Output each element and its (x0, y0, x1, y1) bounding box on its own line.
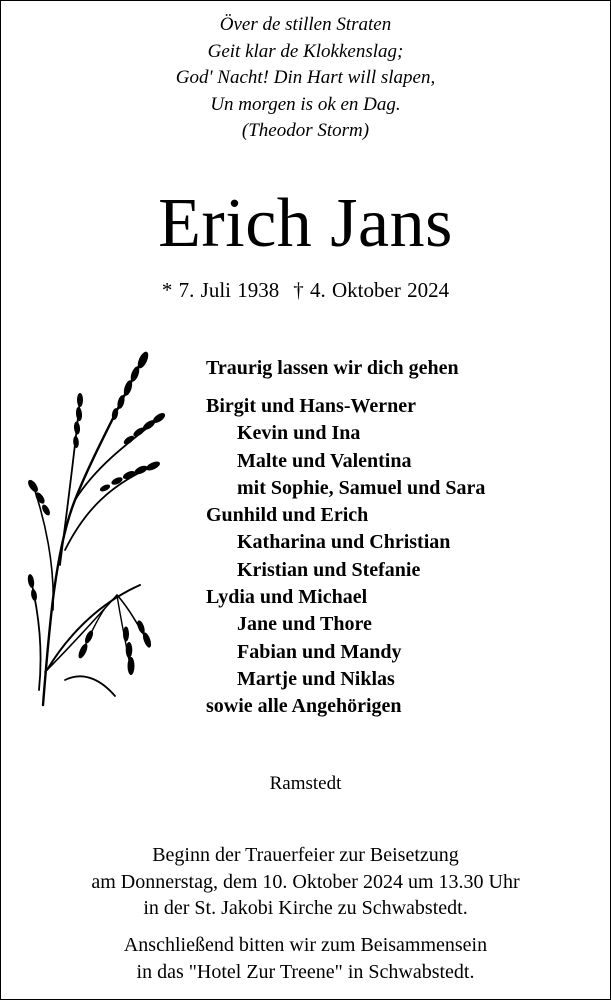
poem-line: God' Nacht! Din Hart will slapen, (175, 67, 436, 88)
life-dates (0, 276, 611, 304)
family-head: Birgit und Hans-Werner (206, 395, 417, 417)
family-member: mit Sophie, Samuel und Sara (237, 476, 486, 499)
mourners-intro: Traurig lassen wir dich gehen (206, 357, 459, 379)
poem (0, 12, 611, 145)
family-member: Kevin und Ina (237, 422, 361, 445)
family-head: Lydia und Michael (206, 586, 368, 609)
family-member: Kristian und Stefanie (237, 558, 421, 581)
gathering-line: Anschließend bitten wir zum Beisammensein (123, 934, 488, 956)
poem-author: (Theodor Storm) (241, 120, 370, 141)
service-line: Beginn der Trauerfeier zur Beisetzung (152, 844, 459, 866)
family-head: Gunhild und Erich (206, 504, 369, 527)
family-member: Fabian und Mandy (237, 640, 402, 663)
service-line: in der St. Jakobi Kirche zu Schwabstedt. (143, 897, 468, 919)
family-member: Katharina und Christian (237, 531, 451, 554)
birth-date: * 7. Juli 1938 (161, 278, 280, 302)
grass-stalk-icon (25, 350, 170, 710)
poem-line: Över de stillen Straten (219, 14, 392, 35)
place-name: Ramstedt (269, 773, 342, 794)
service-info (0, 842, 611, 922)
family-member: Martje und Niklas (237, 667, 395, 690)
deceased-name: Erich Jans (158, 185, 453, 262)
death-date: † 4. Oktober 2024 (293, 278, 450, 302)
family-member: Malte und Valentina (237, 449, 412, 472)
mourners-list (206, 355, 485, 721)
mourners-closing: sowie alle Angehörigen (206, 695, 402, 718)
poem-line: Un morgen is ok en Dag. (210, 93, 401, 115)
gathering-info (0, 932, 611, 985)
poem-line: Geit klar de Klokkenslag; (207, 40, 404, 62)
gathering-line: in das "Hotel Zur Treene" in Schwabstedt. (136, 960, 475, 983)
family-member: Jane und Thore (237, 613, 372, 636)
service-line: am Donnerstag, dem 10. Oktober 2024 um 13.30 Uhr (91, 870, 520, 893)
